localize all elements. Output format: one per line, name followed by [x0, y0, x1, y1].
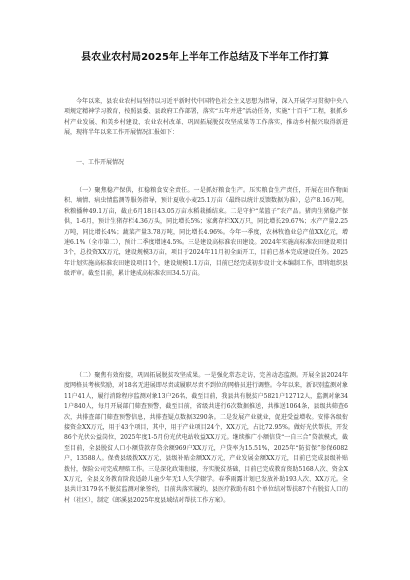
section-paragraph-stable-supply: （一）聚焦稳产保供，扛稳粮食安全责任。一是抓好粮食生产。压实粮食生产责任，开展在田作物面积、墒情、病虫情监测等服务指导，预计夏收小麦25.1万亩（最终以统计反馈数据为准），总产8.16万吨。秋粮播种49.1万亩，截止6月18日43.05万亩水稻栽插结束。二是守护“菜篮子”农产品。猪肉生猪稳产保供，1-6月，预计生猪存栏4.36万头，同比增长5%；家禽存栏XX万只，同比增长29.67%；水产产量2.25万吨，同比增长4%；蔬菜产量3.78万吨，同比增长4.96%。今年一季度，农林牧渔业总产值XX亿元，增速6.1%（全市第二），预计二季度增速4.5%。三是建设高标准农田建设。2024年实施高标准农田建设项目3个，总投资XX万元，建设规模3万亩，项目于2024年11月初全面开工，目前已基本完成建设任务。2025年计划实施高标准农田建设项目1个，建设规模1.1万亩，目前已经完成初步设计文本编制工作，即将组织县级评审。截至目前，累计建成高标准农田34.5万亩。 — [64, 187, 348, 278]
section-heading: 一、工作开展情况 — [76, 159, 125, 166]
intro-paragraph: 今年以来，县农业农村局坚持以习近平新时代中国特色社会主义思想为指导，深入开展学习贯彻中央八项规定精神学习教育，按照县委、县政府工作部署，落实“五年并进”活动任务，实施“十百千”工程，狠抓乡村产业发展、和美乡村建设、农业农村改革、巩固拓展脱贫攻坚成果等工作落实，推动乡村振兴取得新进展，现将半年以来工作开展情况汇报如下： — [64, 98, 348, 137]
document-title: 县农业农村局2025年上半年工作总结及下半年工作打算 — [81, 52, 329, 63]
section-paragraph-poverty-alleviation: （二）聚焦有效衔接，巩固拓展脱贫攻坚成果。一是强化常态走访，完善动态监测。开展全县2024年度网格员考核奖励，对18名无进展即尽责或履职尽责不到位的网格员进行调整。今年以来，新识别监测对象11户41人，履行消除程序监测对象13户26名，截至目前，我县共有脱贫户5821户12712人，监测对象341户840人，每月开展部门筛查预警，截至目前，省级共进行6次数据推送，共推送1064条，县级共筛查6次，共排查部门筛查预警信息，共排查疑点数据3290条。二是发展产业就业，促进受益增收。安排各级衔接资金XX万元，用于43个项目，其中，用于产业项目24个，XX万元，占比72.95%。做好光伏帮扶，开发86个光伏公益岗位，2025年度1-5月份光伏电站收益XX万元。继续推广小额信贷“一自三合”贷款模式，截至目前，全县脱贫人口小额贷款存贷余额969户XX万元，户贷率为15.51%，2025年“防贫保”参保6082户，13588人。保费县级拨XX万元，县级补贴金额XX万元，产业发展金额XX万元，目前已完成县级补贴拨付，保险公司完成理赔工作。三是深化政策衔接，夯实脱贫基础，目前已完成教育资助5168人次、资金XX万元，全县义务教育阶段适龄儿童少年无1人失学辍学。春季雨露计划已发放补助193人次、XX万元。全县共计3179名不脱贫监测对象签约，目前共落实履约，县医疗救助有81个单位结对帮扶87个有脱贫人口的村（社区），制定《郎溪县2025年度县域结对帮扶工作方案》。 — [64, 372, 348, 504]
